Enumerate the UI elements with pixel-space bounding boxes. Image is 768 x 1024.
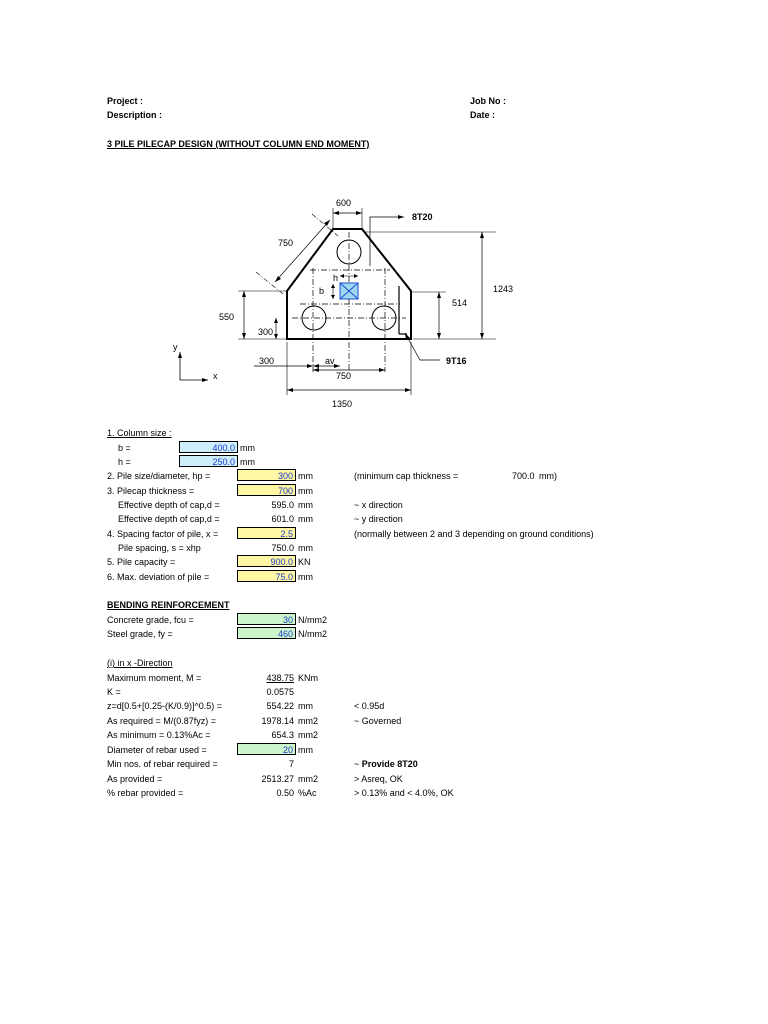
dim-h: h	[333, 273, 339, 283]
description-label: Description :	[107, 110, 163, 120]
as-provided-value: 2513.27	[261, 774, 294, 784]
dim-750-diagonal: 750	[278, 238, 294, 248]
dim-1243: 1243	[493, 284, 514, 294]
eff-depth-y-label: Effective depth of cap,d =	[118, 514, 220, 524]
k-label: K =	[107, 687, 121, 697]
min-cap-value: 700.0	[512, 471, 535, 481]
dim-750-bottom: 750	[336, 371, 352, 381]
eff-depth-x-label: Effective depth of cap,d =	[118, 500, 220, 510]
provide-note-prefix: ~	[354, 759, 360, 769]
rebar-diameter-unit: mm	[298, 745, 313, 755]
eff-depth-y-value: 601.0	[271, 514, 294, 524]
max-deviation-input[interactable]: 75.0	[237, 570, 296, 582]
column-b-label: b =	[118, 443, 131, 453]
z-value: 554.22	[266, 701, 294, 711]
rebar-diameter-label: Diameter of rebar used =	[107, 745, 207, 755]
as-required-note: ~ Governed	[354, 716, 402, 726]
rebar-percent-value: 0.50	[276, 788, 294, 798]
pile-spacing-value: 750.0	[271, 543, 294, 553]
rebar-percent-label: % rebar provided =	[107, 788, 184, 798]
column-size-heading: 1. Column size :	[107, 428, 172, 438]
pile-capacity-unit: KN	[298, 557, 311, 567]
pile-capacity-label: 5. Pile capacity =	[107, 557, 176, 567]
pile-size-input[interactable]: 300	[237, 469, 296, 481]
dim-514: 514	[452, 298, 468, 308]
eff-depth-x-value: 595.0	[271, 500, 294, 510]
thickness-label: 3. Pilecap thickness =	[107, 486, 195, 496]
eff-depth-x-unit: mm	[298, 500, 313, 510]
as-provided-label: As provided =	[107, 774, 163, 784]
pile-capacity-input[interactable]: 900.0	[237, 555, 296, 567]
min-cap-note: (minimum cap thickness =	[354, 471, 459, 481]
dim-1350: 1350	[332, 399, 353, 409]
date-label: Date :	[470, 110, 496, 120]
dim-600: 600	[336, 198, 352, 208]
as-required-unit: mm2	[298, 716, 318, 726]
spacing-factor-label: 4. Spacing factor of pile, x =	[107, 529, 219, 539]
column-b-unit: mm	[240, 443, 255, 453]
as-minimum-label: As minimum = 0.13%Ac =	[107, 730, 211, 740]
max-moment-label: Maximum moment, M =	[107, 673, 202, 683]
eff-depth-y-unit: mm	[298, 514, 313, 524]
max-moment-unit: KNm	[298, 673, 318, 683]
fy-label: Steel grade, fy =	[107, 629, 173, 639]
spacing-factor-note: (normally between 2 and 3 depending on ground conditions)	[354, 529, 594, 539]
min-nos-label: Min nos. of rebar required =	[107, 759, 218, 769]
z-note: < 0.95d	[354, 701, 385, 711]
dim-av: av	[325, 356, 335, 366]
column-h-unit: mm	[240, 457, 255, 467]
eff-depth-x-note: ~ x direction	[354, 500, 403, 510]
page-title: 3 PILE PILECAP DESIGN (WITHOUT COLUMN END MOMENT)	[107, 139, 370, 149]
spacing-factor-input[interactable]: 2.5	[237, 527, 296, 539]
z-label: z=d[0.5+[0.25-(K/0.9)]^0.5) =	[107, 701, 223, 711]
min-nos-value: 7	[288, 759, 294, 769]
axis-y-label: y	[173, 342, 178, 352]
max-moment-value: 438.75	[266, 673, 294, 683]
thickness-unit: mm	[298, 486, 313, 496]
dim-300-bottom: 300	[259, 356, 275, 366]
min-cap-unit: mm)	[539, 471, 557, 481]
dim-b: b	[319, 286, 325, 296]
bending-heading: BENDING REINFORCEMENT	[107, 600, 230, 610]
eff-depth-y-note: ~ y direction	[354, 514, 403, 524]
thickness-input[interactable]: 700	[237, 484, 296, 496]
pile-size-unit: mm	[298, 471, 313, 481]
fcu-label: Concrete grade, fcu =	[107, 615, 194, 625]
pile-spacing-label: Pile spacing, s = xhp	[118, 543, 201, 553]
as-provided-unit: mm2	[298, 774, 318, 784]
fy-unit: N/mm2	[298, 629, 327, 639]
fcu-input[interactable]: 30	[237, 613, 296, 625]
job-no-label: Job No :	[470, 96, 506, 106]
pile-spacing-unit: mm	[298, 543, 313, 553]
fcu-unit: N/mm2	[298, 615, 327, 625]
dim-550: 550	[219, 312, 235, 322]
project-label: Project :	[107, 96, 144, 106]
dim-300-left: 300	[258, 327, 274, 337]
max-deviation-label: 6. Max. deviation of pile =	[107, 572, 210, 582]
x-direction-heading: (i) in x -Direction	[107, 658, 173, 668]
as-minimum-value: 654.3	[271, 730, 294, 740]
provide-note-text: Provide 8T20	[361, 759, 418, 769]
rebar-percent-note: > 0.13% and < 4.0%, OK	[354, 788, 454, 798]
rebar-percent-unit: %Ac	[298, 788, 317, 798]
column-h-input[interactable]: 250.0	[179, 455, 238, 467]
provide-note	[354, 759, 418, 770]
rebar-diameter-input[interactable]: 20	[237, 743, 296, 755]
as-required-value: 1978.14	[261, 716, 294, 726]
as-minimum-unit: mm2	[298, 730, 318, 740]
as-provided-note: > Asreq, OK	[354, 774, 403, 784]
k-value: 0.0575	[266, 687, 294, 697]
top-rebar-label: 8T20	[412, 212, 433, 222]
bottom-rebar-label: 9T16	[446, 356, 467, 366]
pile-size-label: 2. Pile size/diameter, hp =	[107, 471, 211, 481]
max-deviation-unit: mm	[298, 572, 313, 582]
as-required-label: As required = M/(0.87fyz) =	[107, 716, 217, 726]
z-unit: mm	[298, 701, 313, 711]
column-b-input[interactable]: 400.0	[179, 441, 238, 453]
column-h-label: h =	[118, 457, 131, 467]
axis-x-label: x	[213, 371, 218, 381]
fy-input[interactable]: 460	[237, 627, 296, 639]
pilecap-diagram	[0, 0, 768, 420]
